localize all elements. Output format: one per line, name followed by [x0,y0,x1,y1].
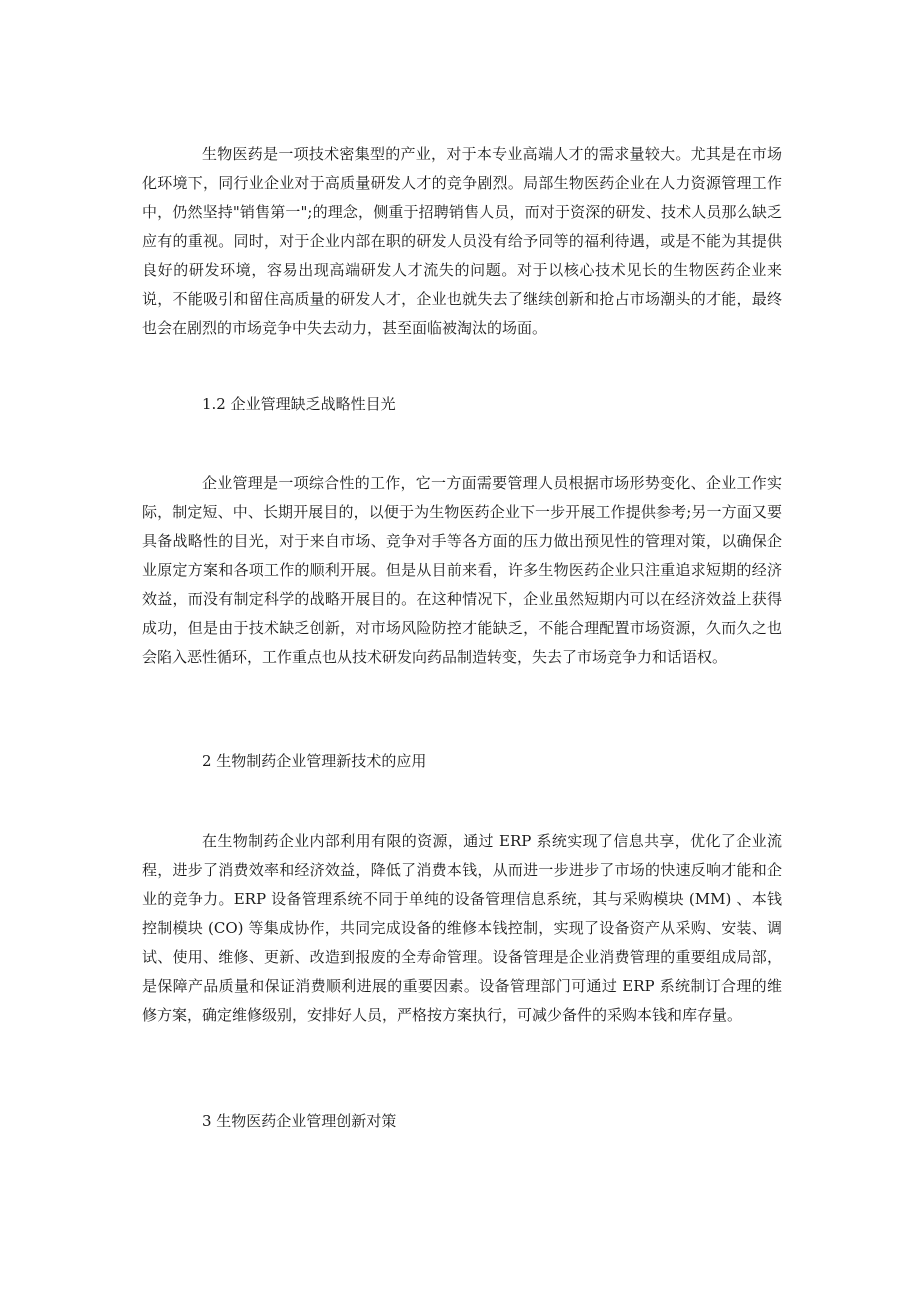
body-paragraph: 企业管理是一项综合性的工作，它一方面需要管理人员根据市场形势变化、企业工作实际，制定短、中、长期开展目的，以便于为生物医药企业下一步开展工作提供参考;另一方面又要具备战略性的目光，对于来自市场、竞争对手等各方面的压力做出预见性的管理对策，以确保企业原定方案和各项工作的顺利开展。但是从目前来看，许多生物医药企业只注重追求短期的经济效益，而没有制定科学的战略开展目的。在这种情况下，企业虽然短期内可以在经济效益上获得成功，但是由于技术缺乏创新，对市场风险防控才能缺乏，不能合理配置市场资源，久而久之也会陷入恶性循环，工作重点也从技术研发向药品制造转变，失去了市场竞争力和话语权。 [142,474,782,666]
section-heading: 2 生物制药企业管理新技术的应用 [202,752,427,770]
body-paragraph: 在生物制药企业内部利用有限的资源，通过 ERP 系统实现了信息共享，优化了企业流程，进步了消费效率和经济效益，降低了消费本钱，从而进一步进步了市场的快速反响才能和企业的竞争力。ERP 设备管理系统不同于单纯的设备管理信息系统，其与采购模块 (MM) 、本钱控制模块 (CO) 等集成协作，共同完成设备的维修本钱控制，实现了设备资产从采购、安装、调试、使用、维修、更新、改造到报废的全寿命管理。设备管理是企业消费管理的重要组成局部，是保障产品质量和保证消费顺利进展的重要因素。设备管理部门可通过 ERP 系统制订合理的维修方案，确定维修级别，安排好人员，严格按方案执行，可减少备件的采购本钱和库存量。 [142,832,782,1024]
section-heading: 1.2 企业管理缺乏战略性目光 [202,395,396,413]
section-heading: 3 生物医药企业管理创新对策 [202,1112,397,1130]
body-paragraph: 生物医药是一项技术密集型的产业，对于本专业高端人才的需求量较大。尤其是在市场化环境下，同行业企业对于高质量研发人才的竞争剧烈。局部生物医药企业在人力资源管理工作中，仍然坚持"销售第一";的理念，侧重于招聘销售人员，而对于资深的研发、技术人员那么缺乏应有的重视。同时，对于企业内部在职的研发人员没有给予同等的福利待遇，或是不能为其提供良好的研发环境，容易出现高端研发人才流失的问题。对于以核心技术见长的生物医药企业来说，不能吸引和留住高质量的研发人才，企业也就失去了继续创新和抢占市场潮头的才能，最终也会在剧烈的市场竞争中失去动力，甚至面临被淘汰的场面。 [142,145,782,337]
